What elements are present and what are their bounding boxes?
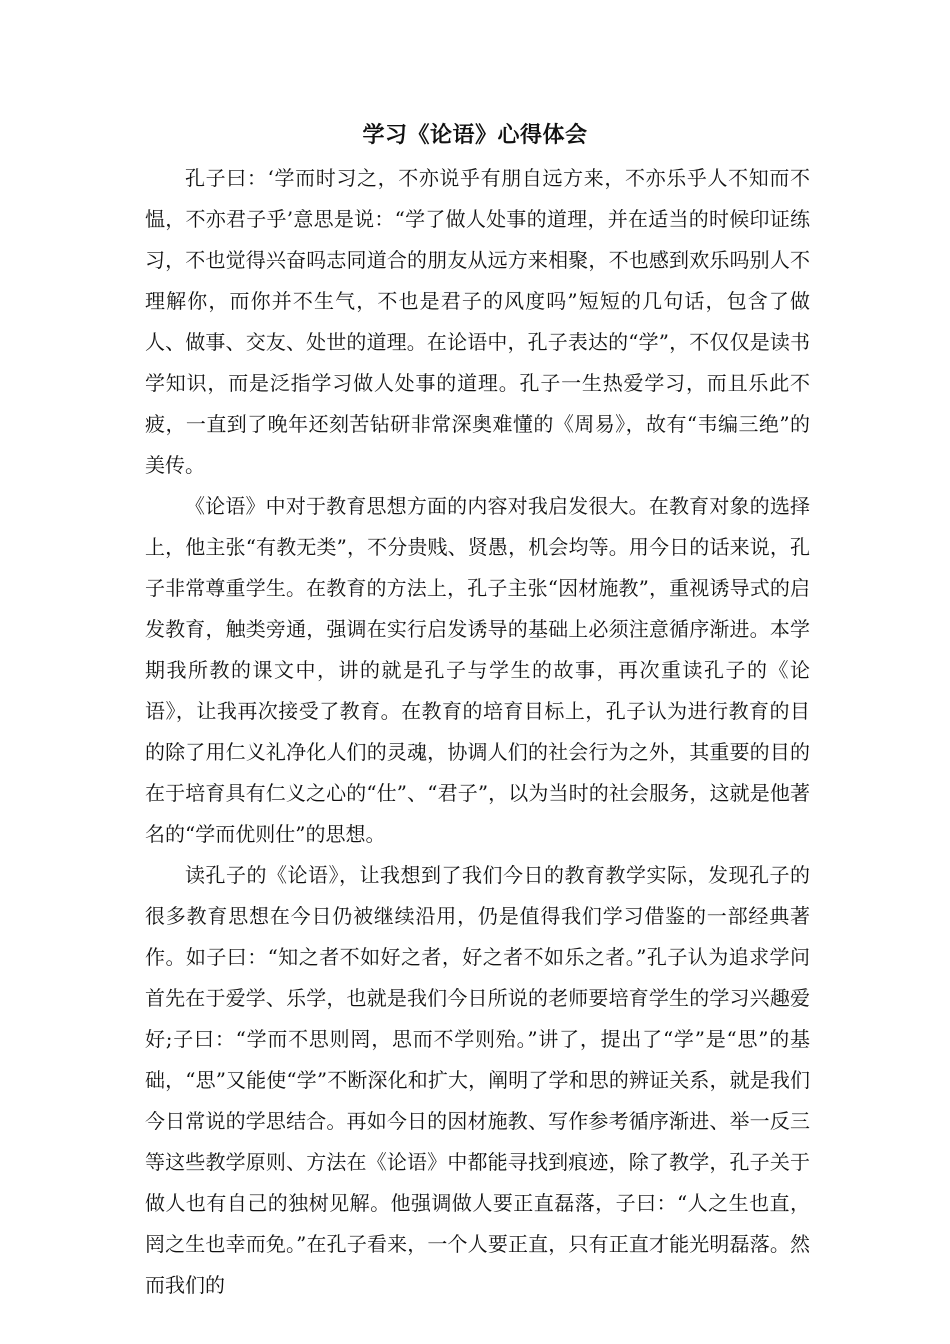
document-title: 学习《论语》心得体会 <box>362 123 588 148</box>
paragraph-2: 《论语》中对于教育思想方面的内容对我启发很大。在教育对象的选择上，他主张“有教无类”，不分贵贱、贤愚，机会均等。用今日的话来说，孔子非常尊重学生。在教育的方法上，孔子主张“因材施教”，重视诱导式的启发教育，触类旁通，强调在实行启发诱导的基础上必须注意循序渐进。本学期我所教的课文中，讲的就是孔子与学生的故事，再次重读孔子的《论语》，让我再次接受了教育。在教育的培育目标上，孔子认为进行教育的目的除了用仁义礼净化人们的灵魂，协调人们的社会行为之外，其重要的目的在于培育具有仁义之心的“仕”、“君子”，以为当时的社会服务，这就是他著名的“学而优则仕”的思想。 <box>145 494 810 846</box>
paragraph-3: 读孔子的《论语》，让我想到了我们今日的教育教学实际，发现孔子的很多教育思想在今日仍被继续沿用，仍是值得我们学习借鉴的一部经典著作。如子曰：“知之者不如好之者，好之者不如乐之者。”孔子认为追求学问首先在于爱学、乐学，也就是我们今日所说的老师要培育学生的学习兴趣爱好;子曰：“学而不思则罔，思而不学则殆。”讲了，提出了“学”是“思”的基础，“思”又能使“学”不断深化和扩大，阐明了学和思的辨证关系，就是我们今日常说的学思结合。再如今日的因材施教、写作参考循序渐进、举一反三等这些教学原则、方法在《论语》中都能寻找到痕迹，除了教学，孔子关于做人也有自己的独树见解。他强调做人要正直磊落，子曰：“人之生也直，罔之生也幸而免。”在孔子看来，一个人要正直，只有正直才能光明磊落。然而我们的 <box>145 863 810 1297</box>
document-body <box>145 158 810 1306</box>
paragraph-1: 孔子曰：‘学而时习之，不亦说乎有朋自远方来，不亦乐乎人不知而不愠，不亦君子乎’意思是说：“学了做人处事的道理，并在适当的时候印证练习，不也觉得兴奋吗志同道合的朋友从远方来相聚，不也感到欢乐吗别人不理解你，而你并不生气，不也是君子的风度吗”短短的几句话，包含了做人、做事、交友、处世的道理。在论语中，孔子表达的“学”，不仅仅是读书学知识，而是泛指学习做人处事的道理。孔子一生热爱学习，而且乐此不疲，一直到了晚年还刻苦钻研非常深奥难懂的《周易》，故有“韦编三绝”的美传。 <box>145 166 810 477</box>
